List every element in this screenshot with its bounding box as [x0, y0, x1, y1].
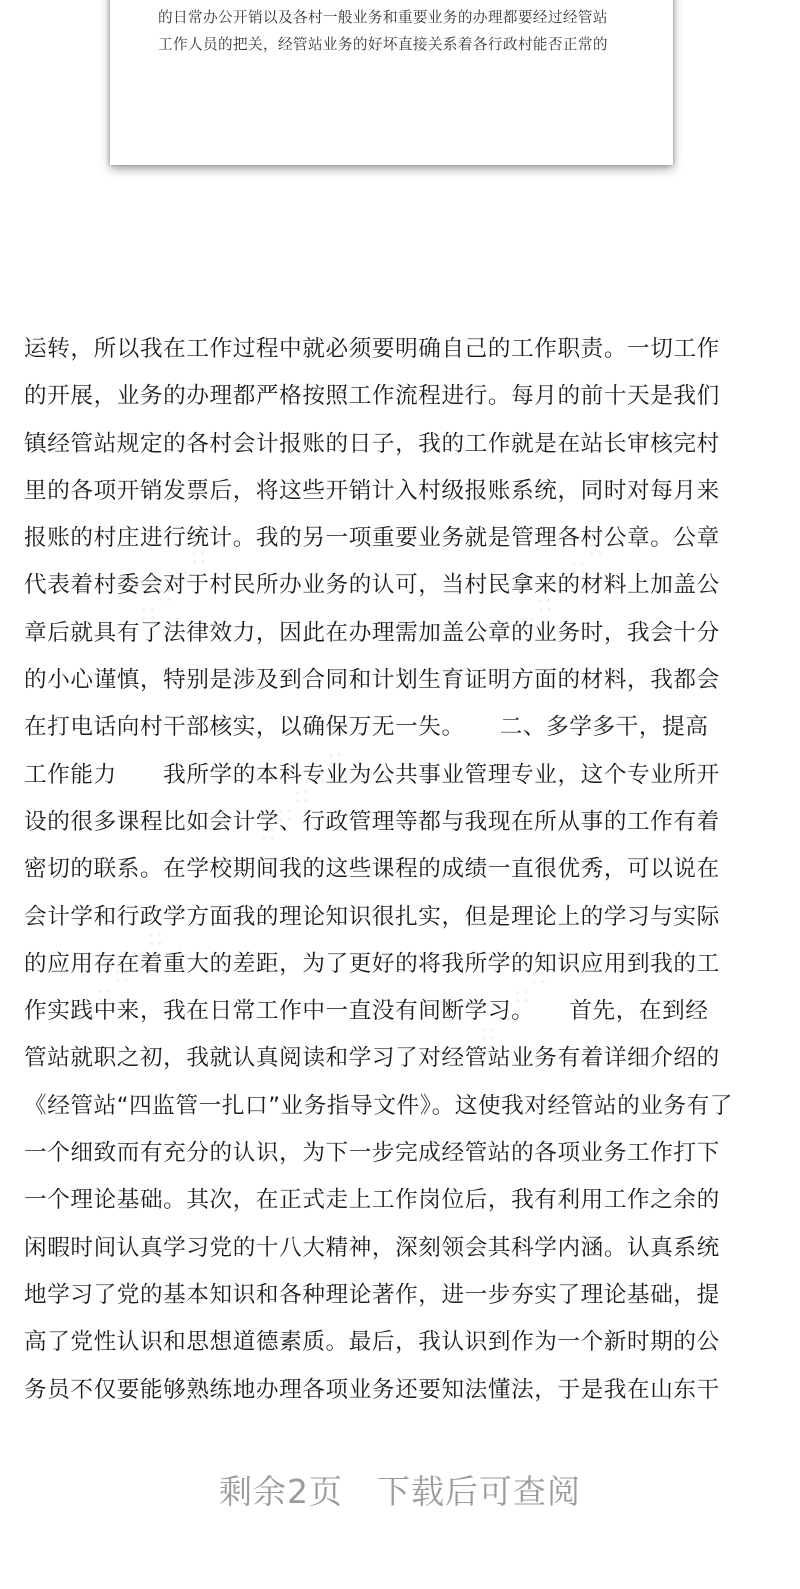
watermark: ⁘⁘⁘⁘⁘ — [247, 739, 358, 856]
text-line: 章后就具有了法律效力，因此在办理需加盖公章的业务时，我会十分 — [24, 619, 720, 646]
text-line: 设的很多课程比如会计学、行政管理等都与我现在所从事的工作有着 — [24, 808, 720, 835]
text-line: 高了党性认识和思想道德素质。最后，我认识到作为一个新时期的公 — [24, 1329, 720, 1356]
preview-line — [158, 0, 638, 1]
text-line: 作实践中来，我在日常工作中一直没有间断学习。 首先，在到经 — [24, 998, 709, 1025]
text-line: 的小心谨慎，特别是涉及到合同和计划生育证明方面的材料，我都会 — [24, 667, 720, 694]
text-line: 在打电话向村干部核实，以确保万无一失。 二、多学多干，提高 — [24, 714, 709, 741]
text-line: 会计学和行政学方面我的理论知识很扎实，但是理论上的学习与实际 — [24, 903, 720, 930]
text-line: 务员不仅要能够熟练地办理各项业务还要知法懂法，于是我在山东干 — [24, 1376, 720, 1403]
watermark: ⁘⁘⁘⁘⁘ — [507, 529, 618, 646]
text-line: 的应用存在着重大的差距，为了更好的将我所学的知识应用到我的工 — [24, 950, 720, 977]
text-line: 镇经管站规定的各村会计报账的日子，我的工作就是在站长审核完村 — [24, 430, 720, 457]
text-line: 地学习了党的基本知识和各种理论著作，进一步夯实了理论基础，提 — [24, 1281, 720, 1308]
download-hint-label: 下载后可查阅 — [377, 1472, 581, 1511]
text-line: 一个细致而有充分的认识，为下一步完成经管站的各项业务工作打下 — [24, 1140, 720, 1167]
text-line: 代表着村委会对于村民所办业务的认可，当村民拿来的材料上加盖公 — [24, 572, 720, 599]
preview-line: 的日常办公开销以及各村一般业务和重要业务的办理都要经过经管站 — [158, 9, 608, 26]
text-line: 工作能力 我所学的本科专业为公共事业管理专业，这个专业所开 — [24, 761, 720, 788]
watermark: ⁘⁘⁘⁘⁘ — [127, 519, 238, 636]
download-prompt[interactable] — [0, 1466, 800, 1513]
text-line: 报账的村庄进行统计。我的另一项重要业务就是管理各村公章。公章 — [24, 525, 720, 552]
document-preview-card — [110, 0, 673, 165]
text-line: 的开展，业务的办理都严格按照工作流程进行。每月的前十天是我们 — [24, 383, 720, 410]
watermark: ⁘⁘⁘⁘⁘ — [467, 939, 578, 1056]
preview-line: 工作人员的把关，经管站业务的好坏直接关系着各行政村能否正常的 — [158, 36, 608, 53]
watermark: ⁘⁘⁘⁘⁘ — [67, 919, 178, 1036]
text-line: 闲暇时间认真学习党的十八大精神，深刻领会其科学内涵。认真系统 — [24, 1234, 720, 1261]
text-line: 运转，所以我在工作过程中就必须要明确自己的工作职责。一切工作 — [24, 336, 720, 362]
remaining-pages-label: 剩余2页 — [219, 1472, 343, 1511]
text-line: 管站就职之初，我就认真阅读和学习了对经管站业务有着详细介绍的 — [24, 1045, 720, 1072]
text-line: 《经管站“四监管一扎口”业务指导文件》。这使我对经管站的业务有了 — [24, 1092, 734, 1119]
text-line: 里的各项开销发票后，将这些开销计入村级报账系统，同时对每月来 — [24, 477, 720, 504]
text-line: 一个理论基础。其次，在正式走上工作岗位后，我有利用工作之余的 — [24, 1187, 720, 1214]
document-body — [24, 326, 784, 1414]
text-line: 密切的联系。在学校期间我的这些课程的成绩一直很优秀，可以说在 — [24, 856, 720, 883]
